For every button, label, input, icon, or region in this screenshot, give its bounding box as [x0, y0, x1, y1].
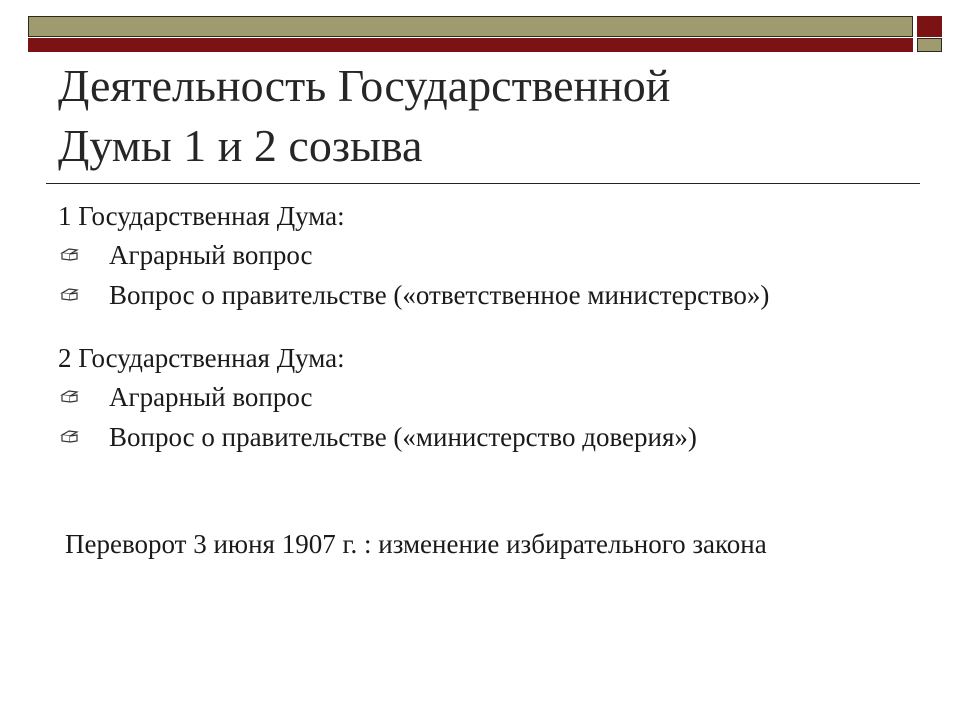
group-heading: 2 Государственная Дума: [58, 343, 345, 373]
conclusion-text: Переворот 3 июня 1907 г. : изменение избирательного закона [65, 529, 767, 559]
header-square-olive [917, 38, 942, 52]
list-item-text: Вопрос о правительстве («министерство доверия») [109, 422, 697, 452]
open-box-bullet-icon [60, 247, 80, 261]
header-bar-maroon [28, 38, 913, 52]
list-item [58, 235, 938, 275]
title-line-2: Думы 1 и 2 созыва [58, 120, 423, 171]
list-item-text: Аграрный вопрос [109, 240, 313, 270]
group-heading: 1 Государственная Дума: [58, 201, 345, 231]
title-divider [46, 183, 920, 184]
list-item [58, 275, 938, 315]
duma-1-group [58, 197, 938, 315]
open-box-bullet-icon [60, 429, 80, 443]
list-item-text: Аграрный вопрос [109, 382, 313, 412]
slide-title [58, 56, 918, 176]
open-box-bullet-icon [60, 287, 80, 301]
list-item [58, 377, 938, 417]
list-item [58, 417, 938, 457]
title-line-1: Деятельность Государственной [58, 60, 671, 111]
open-box-bullet-icon [60, 389, 80, 403]
header-square-maroon [917, 16, 942, 37]
list-item-text: Вопрос о правительстве («ответственное министерство») [109, 280, 770, 310]
header-bar-olive [28, 16, 913, 37]
slide-body [58, 197, 938, 481]
duma-2-group [58, 339, 938, 457]
